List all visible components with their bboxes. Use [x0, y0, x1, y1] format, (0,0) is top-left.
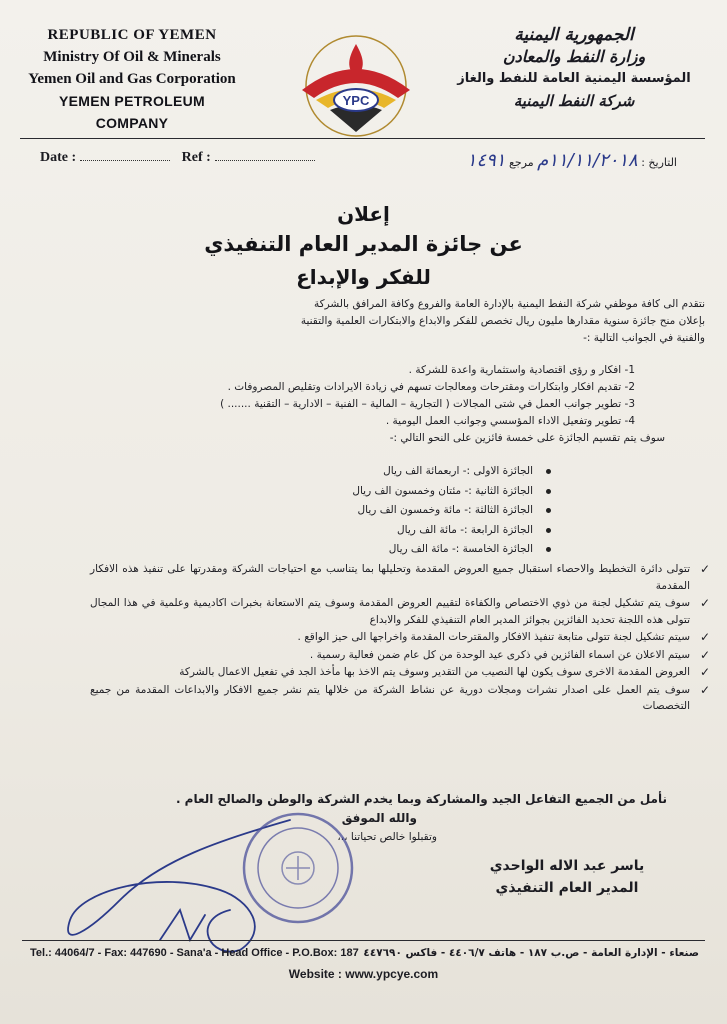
announcement-title: إعلان — [337, 202, 390, 226]
intro-line: بإعلان منح جائزة سنوية مقدارها مليون ريال تخصص للفكر والابداع والابتكارات العلمية والتقنية — [300, 315, 705, 327]
checkmark-icon: ✓ — [699, 682, 710, 697]
bullet-icon — [546, 489, 551, 494]
header-ar-line-2: وزارة النفط والمعادن — [502, 47, 646, 66]
header-ar-line-3: المؤسسة اليمنية العامة للنفط والغاز — [457, 71, 691, 86]
prize-item: الجائزة الاولى :- اربعمائة الف ريال — [257, 462, 557, 482]
bullet-icon — [546, 469, 551, 474]
footer-divider — [22, 940, 705, 941]
condition-item: ✓ العروض المقدمة الاخرى سوف يكون لها النصيب من التقدير وسوف يتم الاخذ بها مأخذ الجد في تفعيل الاعمال بالشركة — [179, 665, 710, 679]
footer-contact-english: Tel.: 44064/7 - Fax: 447690 - Sana'a - Head Office - P.O.Box: 187 — [30, 947, 359, 959]
signature-block — [467, 855, 667, 899]
checkmark-icon: ✓ — [699, 647, 710, 662]
header-divider — [20, 138, 705, 139]
checkmark-icon: ✓ — [699, 596, 710, 610]
announcement-subtitle: عن جائزة المدير العام التنفيذي — [204, 232, 523, 256]
prize-item: الجائزة الثالثة :- مائة وخمسون الف ريال — [257, 501, 557, 521]
header-arabic — [449, 24, 699, 112]
header-ar-line-1: الجمهورية اليمنية — [514, 25, 634, 45]
ypc-logo-icon — [286, 28, 426, 140]
bullet-icon — [546, 528, 551, 533]
date-ar-label: التاريخ : — [641, 156, 677, 169]
header-english — [22, 24, 242, 134]
conditions-list — [90, 561, 710, 716]
footer-contact-arabic: صنعاء - الإدارة العامة - ص.ب ١٨٧ - هاتف ٤٤٠٦/٧ - فاكس ٤٤٧٦٩٠ — [363, 947, 699, 959]
prize-item: الجائزة الرابعة :- مائة الف ريال — [257, 521, 557, 541]
intro-line: نتقدم الى كافة موظفي شركة النفط اليمنية بالإدارة العامة والفروع وكافة المرافق بالشركة — [314, 298, 705, 310]
ref-label: Ref : — [181, 150, 211, 165]
meta-arabic — [467, 150, 677, 171]
signatory-position: المدير العام التنفيذي — [495, 880, 639, 896]
aspect-item: 1- افكار و رؤى اقتصادية واستثمارية واعدة للشركة . — [408, 364, 635, 376]
signatory-name: ياسر عبد الاله الواحدي — [489, 858, 645, 874]
header-en-line-2: Ministry Of Oil & Minerals — [43, 49, 221, 65]
bullet-icon — [546, 547, 551, 552]
header-en-line-4: YEMEN PETROLEUM COMPANY — [58, 93, 206, 131]
closing-line: وتقبلوا خالص تحياتنا ،،، — [337, 831, 437, 843]
closing-line: نأمل من الجميع التفاعل الجيد والمشاركة وبما يخدم الشركة والوطن والصالح العام . — [175, 792, 667, 806]
logo-text: YPC — [342, 93, 370, 108]
checkmark-icon: ✓ — [699, 630, 710, 644]
aspect-item: 2- تقديم افكار وابتكارات ومقترحات ومعالجات تسهم في زيادة الايرادات وتقليص المصروفات . — [227, 381, 635, 393]
date-label: Date : — [40, 150, 77, 165]
checkmark-icon: ✓ — [699, 665, 710, 679]
intro-line: والفنية في الجوانب التالية :- — [583, 332, 705, 344]
ref-ar-label: مرجع — [508, 156, 534, 169]
closing-line: والله الموفق — [341, 811, 417, 825]
aspects-list — [25, 362, 665, 447]
company-stamp-icon — [238, 808, 358, 928]
footer-website: Website : www.ypcye.com — [288, 967, 439, 981]
date-value: ١١/١١/٢٠١٨م — [537, 150, 638, 171]
announcement-subtitle-2: للفكر والإبداع — [296, 265, 431, 289]
prize-item: الجائزة الثانية :- مئتان وخمسون الف ريال — [257, 482, 557, 502]
condition-item: ✓ سيتم الاعلان عن اسماء الفائزين في ذكرى عيد الوحدة من كل عام ضمن فعالية رسمية . — [309, 647, 710, 662]
prizes-list — [257, 462, 557, 560]
prize-intro: سوف يتم تقسيم الجائزة على خمسة فائزين على النحو التالي :- — [389, 432, 665, 444]
meta-english — [40, 150, 323, 166]
header-en-line-3: Yemen Oil and Gas Corporation — [28, 71, 236, 87]
aspect-item: 3- تطوير جوانب العمل في شتى المجالات ( التجارية – المالية – الفنية – الادارية – التقنية ....... ) — [220, 398, 635, 410]
header-en-line-1: REPUBLIC OF YEMEN — [47, 27, 217, 43]
aspect-item: 4- تطوير وتفعيل الاداء المؤسسي وجوانب العمل اليومية . — [385, 415, 635, 427]
prize-item: الجائزة الخامسة :- مائة الف ريال — [257, 540, 557, 560]
bullet-icon — [546, 508, 551, 513]
condition-item: ✓ سيتم تشكيل لجنة تتولى متابعة تنفيذ الافكار والمقترحات المقدمة واخراجها الى حيز الواقع . — [297, 630, 710, 644]
ref-value: ١٤٩١ — [466, 150, 506, 171]
condition-item: ✓ سوف يتم تشكيل لجنة من ذوي الاختصاص والكفاءة لتقييم العروض المقدمة وسوف يتم الاستعانة بخبرات اكاديمية وعلمية في هذا المجال تتولى هذه اللجنة تحديد الفائزين بجوائز المدير العام التنفيذي للفكر والابداع — [90, 596, 710, 626]
condition-item: ✓ تتولى دائرة التخطيط والاحصاء استقبال جميع العروض المقدمة وتحليلها بما يتناسب مع احتياجات الشركة ومقدرتها على تنفيذ هذه الافكار المقدمة — [90, 562, 710, 592]
checkmark-icon: ✓ — [699, 562, 710, 576]
condition-item: ✓ سوف يتم العمل على اصدار نشرات ومجلات دورية عن نشاط الشركة من خلالها يتم نشر جميع الافكار والابداعات المقدمة من جميع التخصصات — [90, 682, 710, 712]
header-ar-line-4: شركة النفط اليمنية — [513, 92, 635, 110]
intro-paragraph — [95, 296, 705, 347]
